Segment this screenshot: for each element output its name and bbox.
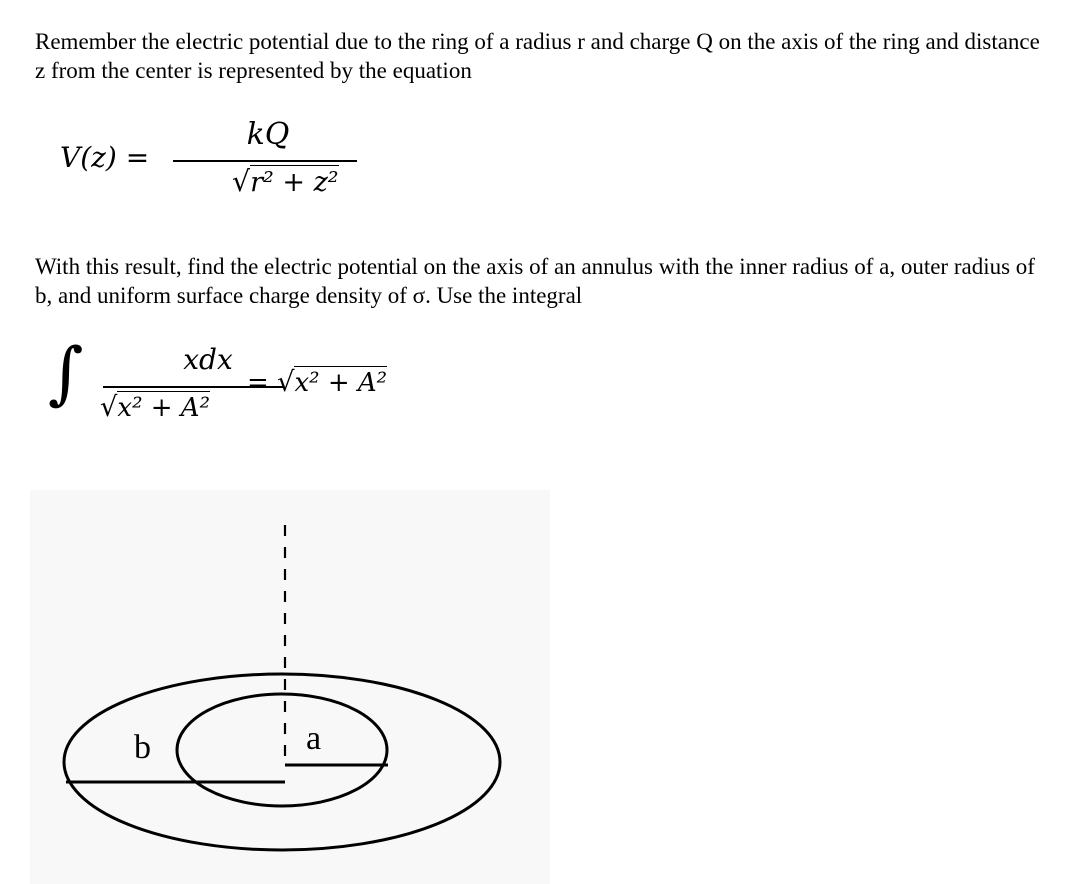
integral-denominator: √x² + A²: [100, 392, 211, 423]
label-a: a: [306, 720, 322, 757]
inner-ellipse: [177, 694, 387, 806]
equation-denominator: √r² + z²: [232, 165, 339, 198]
outer-ellipse: [64, 674, 500, 850]
annulus-drawing: [30, 490, 550, 884]
integral-denominator-radicand: x² + A²: [117, 393, 211, 423]
integral-numerator: xdx: [183, 343, 233, 376]
denominator-radicand: r² + z²: [250, 167, 339, 198]
integral-result: = √x² + A²: [247, 367, 388, 398]
result-radicand: x² + A²: [294, 368, 388, 398]
integral-equation: [40, 334, 480, 450]
intro-paragraph: Remember the electric potential due to the ring of a radius r and charge Q on the axis of the ring and distance z from the center is represented by the equation: [35, 29, 1040, 83]
equals-sign: =: [247, 368, 269, 398]
ring-potential-equation: [60, 117, 339, 212]
equation-lhs: V(z) =: [60, 141, 150, 174]
fraction-bar: [173, 160, 357, 162]
task-paragraph: With this result, find the electric potential on the axis of an annulus with the inner radius of a, outer radius of b, and uniform surface charge density of σ. Use the integral: [35, 254, 1035, 308]
equation-numerator: kQ: [246, 117, 290, 152]
label-b: b: [134, 729, 151, 766]
integral-sign: ∫: [48, 334, 84, 413]
annulus-diagram: [30, 490, 550, 884]
